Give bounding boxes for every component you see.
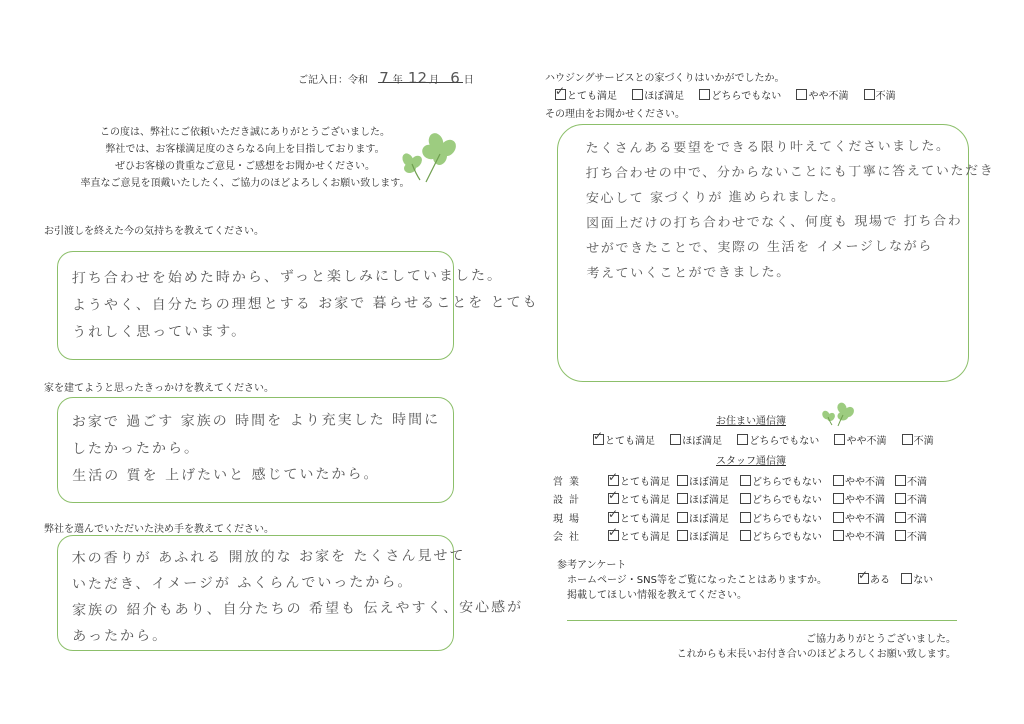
checkbox-icon <box>902 434 913 445</box>
intro-line: ぜひお客様の貴重なご意見・ご感想をお聞かせください。 <box>115 161 375 172</box>
closing-line: これからも末長いお付き合いのほどよろしくお願い致します。 <box>676 649 956 660</box>
checkbox-icon <box>864 89 875 100</box>
newsletter-option[interactable]: ほぼ満足 <box>670 432 722 447</box>
checkbox-icon <box>833 530 844 541</box>
staff-option[interactable]: やや不満 <box>833 528 885 543</box>
staff-row-label: 営業 <box>553 477 585 488</box>
staff-option[interactable]: 不満 <box>895 473 927 488</box>
staff-row-company <box>553 528 953 543</box>
staff-option[interactable]: どちらでもない <box>740 491 822 506</box>
newsletter-option[interactable]: 不満 <box>902 432 934 447</box>
q1-answer-text <box>72 262 539 346</box>
q4-label: ハウジングサービスとの家づくりはいかがでしたか。 <box>545 73 785 84</box>
checkbox-checked-icon <box>608 493 619 504</box>
intro-line: 弊社では、お客様満足度のさらなる向上を目指しております。 <box>105 144 385 155</box>
staff-option[interactable]: どちらでもない <box>740 528 822 543</box>
checkbox-icon <box>834 434 845 445</box>
checkbox-icon <box>796 89 807 100</box>
newsletter-option[interactable]: どちらでもない <box>737 432 819 447</box>
q4-options <box>555 87 908 102</box>
staff-row-sales <box>553 473 953 488</box>
newsletter-title: お住まい通信簿 <box>716 416 786 427</box>
q3-answer-line: 木の香りが あふれる 開放的な お家を たくさん見せて <box>71 547 466 567</box>
q5-answer-text <box>585 134 995 287</box>
staff-option[interactable]: どちらでもない <box>740 510 822 525</box>
staff-row-site <box>553 510 953 525</box>
q3-answer-line: いただき、イメージが ふくらんでいったから。 <box>71 574 414 593</box>
q4-option[interactable]: ✓とても満足 <box>555 87 617 102</box>
date-year: 7 <box>379 69 389 87</box>
checkbox-icon <box>895 493 906 504</box>
q1-answer-line: うれしく思っています。 <box>72 323 248 341</box>
newsletter-option[interactable]: ✓とても満足 <box>593 432 655 447</box>
staff-option[interactable]: ✓ とても満足 <box>608 528 670 543</box>
staff-option[interactable]: やや不満 <box>833 491 885 506</box>
checkbox-checked-icon <box>555 89 566 100</box>
q5-label: その理由をお聞かせください。 <box>545 109 685 120</box>
checkbox-checked-icon <box>858 573 869 584</box>
checkbox-icon <box>740 493 751 504</box>
survey-answer-line[interactable] <box>567 620 957 621</box>
checkbox-checked-icon <box>593 434 604 445</box>
staff-option[interactable]: ほぼ満足 <box>677 528 729 543</box>
q5-answer-line: たくさんある要望をできる限り叶えてくださいました。 <box>585 138 951 157</box>
q2-label: 家を建てようと思ったきっかけを教えてください。 <box>44 383 274 394</box>
checkbox-icon <box>895 512 906 523</box>
q1-label: お引渡しを終えた今の気持ちを教えてください。 <box>44 226 264 237</box>
q4-option[interactable]: どちらでもない <box>699 87 781 102</box>
checkbox-icon <box>833 493 844 504</box>
q5-answer-line: せができたことで、実際の 生活を イメージしながら <box>586 239 933 257</box>
checkbox-checked-icon <box>608 530 619 541</box>
staff-option[interactable]: ほぼ満足 <box>677 473 729 488</box>
q2-answer-line: 生活の 質を 上げたいと 感じていたから。 <box>72 466 380 485</box>
q1-answer-box[interactable] <box>57 251 539 360</box>
q5-answer-line: 図面上だけの打ち合わせでなく、何度も 現場で 打ち合わ <box>586 213 963 232</box>
date-day-unit: 日 <box>463 75 474 86</box>
q5-answer-line: 考えていくことができました。 <box>586 264 791 282</box>
newsletter-option[interactable]: やや不満 <box>834 432 886 447</box>
checkbox-icon <box>901 573 912 584</box>
q4-option[interactable]: 不満 <box>864 87 896 102</box>
checkbox-icon <box>677 530 688 541</box>
date-month-unit: 月 <box>429 75 440 86</box>
staff-option[interactable]: やや不満 <box>833 510 885 525</box>
checkbox-icon <box>677 475 688 486</box>
checkbox-icon <box>895 475 906 486</box>
q3-label: 弊社を選んでいただいた決め手を教えてください。 <box>44 524 274 535</box>
q3-answer-box[interactable] <box>57 535 524 651</box>
date-label: ご記入日：令和 <box>298 75 368 86</box>
q3-answer-line: あったから。 <box>72 627 169 645</box>
q2-answer-line: お家で 過ごす 家族の 時間を より充実した 時間に <box>71 411 441 431</box>
checkbox-icon <box>699 89 710 100</box>
staff-option[interactable]: ✓ とても満足 <box>608 510 670 525</box>
q1-answer-line: ようやく、自分たちの理想とする お家で 暮らせることを とても <box>71 294 539 314</box>
date-month: 12 <box>407 69 428 87</box>
q2-answer-line: したかったから。 <box>71 440 201 458</box>
checkbox-checked-icon <box>608 475 619 486</box>
staff-option[interactable]: どちらでもない <box>740 473 822 488</box>
staff-row-label: 会社 <box>553 532 585 543</box>
q5-answer-line: 安心して 家づくりが 進められました。 <box>585 189 846 207</box>
date-year-unit: 年 <box>392 75 403 86</box>
staff-row-label: 設計 <box>553 495 585 506</box>
checkbox-icon <box>740 475 751 486</box>
q3-answer-text <box>72 542 524 649</box>
survey-homepage-question: ホームページ・SNS等をご覧になったことはありますか。 <box>567 575 827 586</box>
staff-option[interactable]: ほぼ満足 <box>677 491 729 506</box>
q5-answer-line: 打ち合わせの中で、分からないことにも丁寧に答えていただき <box>585 163 995 182</box>
closing-text <box>560 632 956 662</box>
q4-option[interactable]: やや不満 <box>796 87 848 102</box>
checkbox-icon <box>833 512 844 523</box>
staff-option[interactable]: ✓ とても満足 <box>608 473 670 488</box>
date-row <box>298 69 474 87</box>
checkbox-icon <box>632 89 643 100</box>
checkbox-icon <box>740 530 751 541</box>
closing-line: ご協力ありがとうございました。 <box>806 634 956 645</box>
survey-homepage-options <box>858 571 945 586</box>
intro-line: この度は、弊社にご依頼いただき誠にありがとうございました。 <box>100 127 390 138</box>
staff-option[interactable]: ほぼ満足 <box>677 510 729 525</box>
checkbox-icon <box>740 512 751 523</box>
q3-answer-line: 家族の 紹介もあり、自分たちの 希望も 伝えやすく、安心感が <box>72 599 524 619</box>
survey-no-option[interactable]: ない <box>901 571 933 586</box>
clover-icon <box>396 130 466 186</box>
checkbox-icon <box>737 434 748 445</box>
checkbox-icon <box>677 493 688 504</box>
clover-icon <box>818 401 856 427</box>
staff-title: スタッフ通信簿 <box>716 456 786 467</box>
date-underline <box>378 82 463 83</box>
date-day: 6 <box>450 69 460 87</box>
staff-option[interactable]: ✓ とても満足 <box>608 491 670 506</box>
q2-answer-text <box>72 407 441 491</box>
checkbox-icon <box>670 434 681 445</box>
newsletter-options <box>593 432 946 447</box>
survey-info-question: 掲載してほしい情報を教えてください。 <box>567 590 747 601</box>
q5-answer-box[interactable] <box>557 124 995 382</box>
checkbox-icon <box>833 475 844 486</box>
checkbox-checked-icon <box>608 512 619 523</box>
staff-option[interactable]: やや不満 <box>833 473 885 488</box>
staff-option[interactable]: 不満 <box>895 510 927 525</box>
q4-option[interactable]: ほぼ満足 <box>632 87 684 102</box>
intro-line: 率直なご意見を頂戴いたしたく、ご協力のほどよろしくお願い致します。 <box>80 178 410 189</box>
survey-title: 参考アンケート <box>557 560 627 571</box>
checkbox-icon <box>895 530 906 541</box>
staff-row-label: 現場 <box>553 514 585 525</box>
staff-option[interactable]: 不満 <box>895 528 927 543</box>
survey-yes-option[interactable]: ✓ ある <box>858 571 890 586</box>
checkbox-icon <box>677 512 688 523</box>
q1-answer-line: 打ち合わせを始めた時から、ずっと楽しみにしていました。 <box>71 267 504 287</box>
q2-answer-box[interactable] <box>57 397 454 503</box>
staff-option[interactable]: 不満 <box>895 491 927 506</box>
staff-row-design <box>553 491 953 506</box>
